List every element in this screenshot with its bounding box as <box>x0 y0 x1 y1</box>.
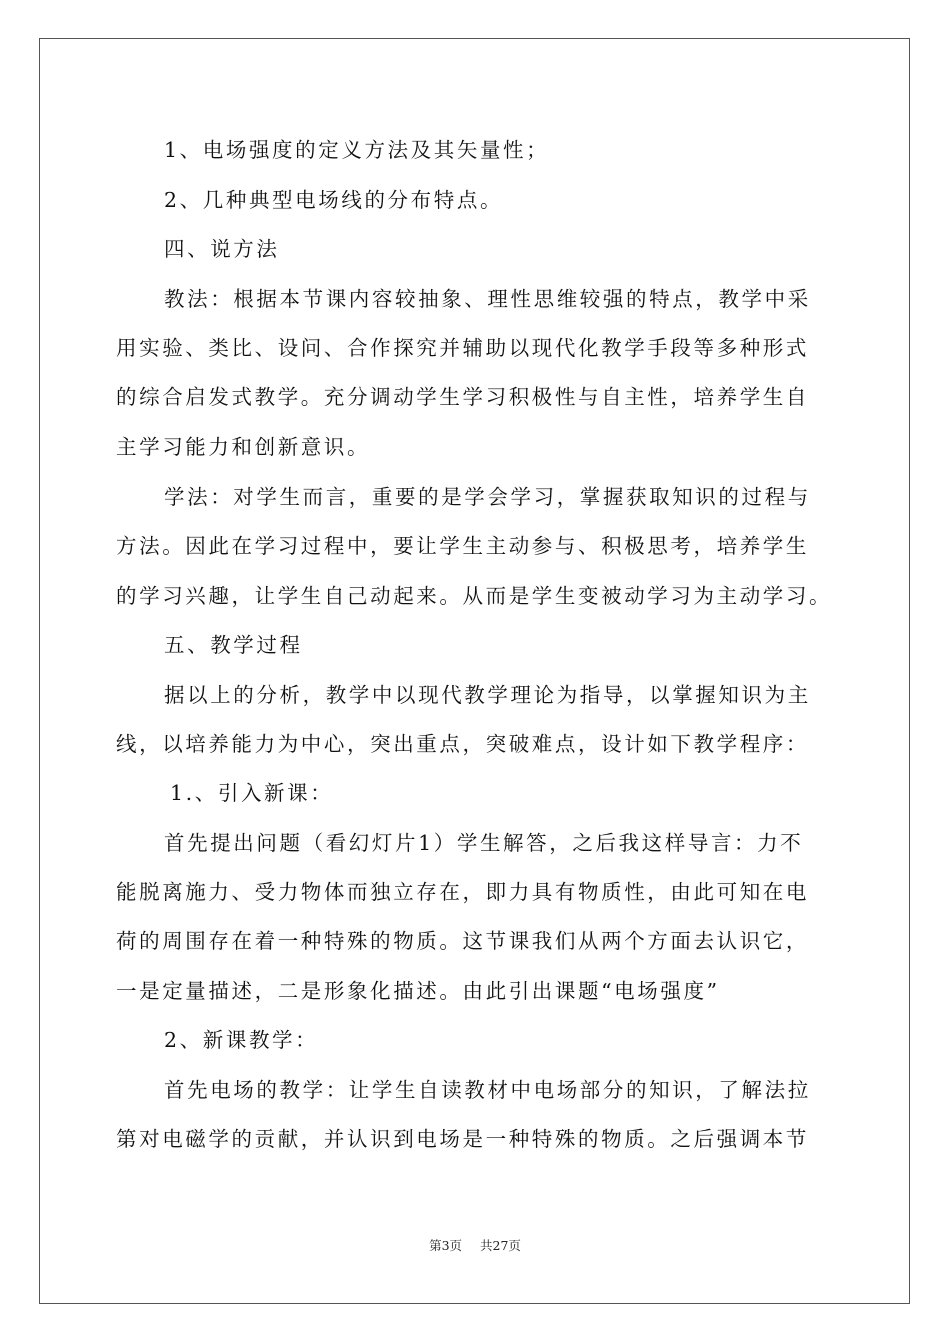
text-line-8: 学法：对学生而言，重要的是学会学习，掌握获取知识的过程与 <box>164 485 811 509</box>
text-line-7: 主学习能力和创新意识。 <box>116 435 371 459</box>
text-line-13: 线，以培养能力为中心，突出重点，突破难点，设计如下教学程序： <box>116 732 809 756</box>
section-heading-methods: 四、说方法 <box>164 237 280 261</box>
text-line-12: 据以上的分析，教学中以现代教学理论为指导，以掌握知识为主 <box>164 683 811 707</box>
text-line-1: 1、电场强度的定义方法及其矢量性； <box>164 138 550 162</box>
text-line-20: 首先电场的教学：让学生自读教材中电场部分的知识，了解法拉 <box>164 1078 811 1102</box>
text-line-18: 一是定量描述，二是形象化描述。由此引出课题“电场强度” <box>116 979 720 1003</box>
page-number-total: 共27页 <box>480 1238 521 1253</box>
section-heading-process: 五、教学过程 <box>164 633 303 657</box>
page-number-current: 第3页 <box>429 1238 463 1253</box>
page-border <box>39 38 910 1304</box>
text-line-4: 教法：根据本节课内容较抽象、理性思维较强的特点，教学中采 <box>164 287 811 311</box>
text-line-15: 首先提出问题（看幻灯片1）学生解答，之后我这样导言：力不 <box>164 831 804 855</box>
text-line-17: 荷的周围存在着一种特殊的物质。这节课我们从两个方面去认识它， <box>116 929 809 953</box>
text-line-21: 第对电磁学的贡献，并认识到电场是一种特殊的物质。之后强调本节 <box>116 1127 809 1151</box>
subheading-intro: 1.、引入新课： <box>170 781 334 805</box>
text-line-2: 2、几种典型电场线的分布特点。 <box>164 188 504 212</box>
text-line-9: 方法。因此在学习过程中，要让学生主动参与、积极思考，培养学生 <box>116 534 809 558</box>
text-line-5: 用实验、类比、设问、合作探究并辅助以现代化教学手段等多种形式 <box>116 336 809 360</box>
text-line-6: 的综合启发式教学。充分调动学生学习积极性与自主性，培养学生自 <box>116 385 809 409</box>
text-line-10: 的学习兴趣，让学生自己动起来。从而是学生变被动学习为主动学习。 <box>116 584 833 608</box>
page-footer <box>0 1238 950 1254</box>
subheading-new-lesson: 2、新课教学： <box>164 1028 319 1052</box>
text-line-16: 能脱离施力、受力物体而独立存在，即力具有物质性，由此可知在电 <box>116 880 809 904</box>
